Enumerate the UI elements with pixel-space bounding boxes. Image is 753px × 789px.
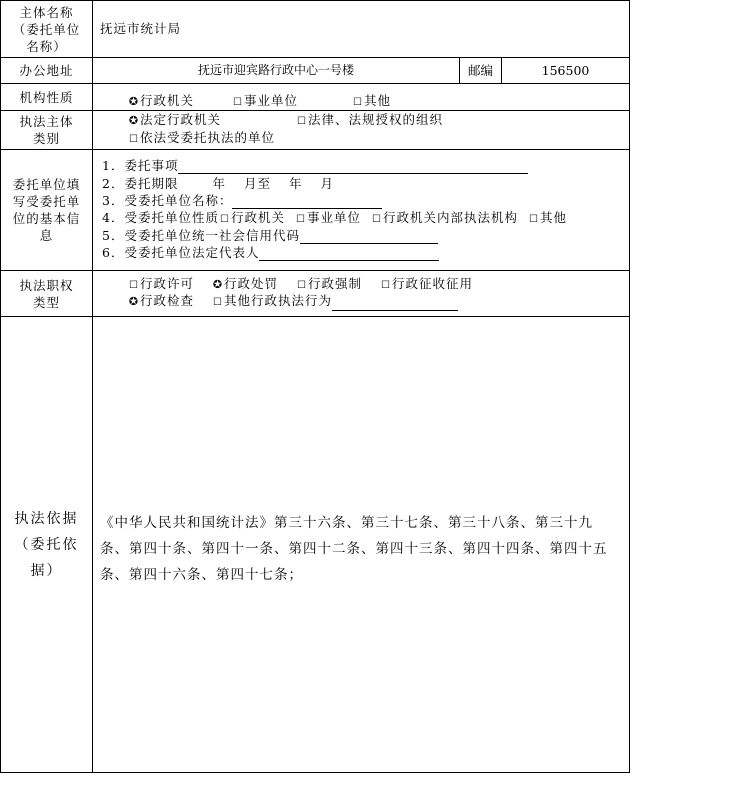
info-item-period: 2．委托期限 年 月至 年 月	[102, 176, 335, 191]
unit-name-input-line[interactable]	[232, 194, 382, 209]
power-option-license[interactable]: ☐行政许可	[128, 275, 194, 294]
nature-option-other[interactable]: ☐其他	[352, 92, 391, 111]
row-divider	[0, 57, 630, 58]
checkbox-icon: ☐	[297, 116, 307, 127]
basis-label: 执法依据 （委托依 据）	[14, 510, 79, 579]
subject-label-line: （委托单位	[12, 21, 81, 37]
subject-label-line: 名称）	[26, 38, 67, 54]
checkbox-icon[interactable]: ☐	[219, 214, 230, 225]
address-label: 办公地址	[19, 63, 74, 78]
other-power-input-line[interactable]	[332, 296, 458, 311]
selected-circle-icon: ✪	[128, 114, 140, 127]
postcode-label: 邮编	[467, 63, 493, 78]
power-option-enforcement[interactable]: ☐行政强制	[296, 275, 362, 294]
category-label: 执法主体 类别	[19, 114, 74, 146]
subject-name-value: 抚远市统计局	[100, 21, 182, 36]
checkbox-icon: ☐	[297, 280, 307, 291]
entrusted-info-label: 委托单位填 写受委托单 位的基本信 息	[12, 177, 81, 243]
nature-label: 机构性质	[19, 89, 74, 105]
info-item-unit-name: 3．受委托单位名称：	[102, 192, 382, 209]
nature-option-admin[interactable]: ✪行政机关	[128, 93, 195, 108]
selected-circle-icon: ✪	[128, 295, 140, 308]
address-value: 抚远市迎宾路行政中心一号楼	[197, 63, 354, 77]
power-option-expropriation[interactable]: ☐行政征收征用	[380, 275, 473, 294]
category-option-entrusted[interactable]: ☐依法受委托执法的单位	[128, 129, 275, 148]
basis-text: 《中华人民共和国统计法》第三十六条、第三十七条、第三十八条、第三十九条、第四十条、第四十一条、第四十二条、第四十三条、第四十四条、第四十五条、第四十六条、第四十七条；	[100, 515, 608, 583]
selected-circle-icon: ✪	[212, 278, 224, 291]
row-divider	[0, 316, 630, 317]
nature-option-institution[interactable]: ☐事业单位	[232, 92, 298, 111]
selected-circle-icon: ✪	[128, 95, 140, 108]
subject-label-line: 主体名称	[19, 4, 74, 20]
info-item-legal-rep: 6．受委托单位法定代表人	[102, 244, 439, 261]
checkbox-icon: ☐	[213, 297, 223, 308]
table-border-right	[629, 0, 630, 773]
legal-rep-input-line[interactable]	[259, 246, 439, 261]
postcode-value: 156500	[541, 63, 590, 78]
info-item-matter: 1．委托事项	[102, 157, 528, 174]
power-option-inspection[interactable]: ✪行政检查	[128, 293, 195, 308]
checkbox-icon: ☐	[233, 97, 243, 108]
checkbox-icon[interactable]: ☐	[372, 214, 382, 225]
subject-name-label	[1, 1, 92, 57]
label-column-divider	[92, 0, 93, 773]
matter-input-line[interactable]	[178, 159, 528, 174]
credit-code-input-line[interactable]	[300, 229, 438, 244]
power-option-penalty[interactable]: ✪行政处罚	[212, 276, 279, 291]
info-item-credit-code: 5．受委托单位统一社会信用代码	[102, 227, 438, 244]
checkbox-icon[interactable]: ☐	[529, 214, 539, 225]
checkbox-icon: ☐	[129, 134, 139, 145]
checkbox-icon[interactable]: ☐	[296, 214, 306, 225]
table-border-bottom	[0, 772, 630, 773]
row-divider	[0, 270, 630, 271]
power-type-label: 执法职权 类型	[19, 277, 74, 310]
checkbox-icon: ☐	[381, 280, 391, 291]
row-divider	[0, 149, 630, 150]
category-option-statutory[interactable]: ✪法定行政机关	[128, 112, 222, 127]
category-option-authorized[interactable]: ☐法律、法规授权的组织	[296, 111, 443, 130]
checkbox-icon: ☐	[129, 280, 139, 291]
info-item-unit-nature: 4．受委托单位性质☐行政机关 ☐事业单位 ☐行政机关内部执法机构 ☐其他	[102, 209, 567, 228]
power-option-other[interactable]: ☐其他行政执法行为	[212, 292, 458, 311]
checkbox-icon: ☐	[353, 97, 363, 108]
table-border-top	[0, 0, 629, 1]
row-divider	[0, 83, 630, 84]
